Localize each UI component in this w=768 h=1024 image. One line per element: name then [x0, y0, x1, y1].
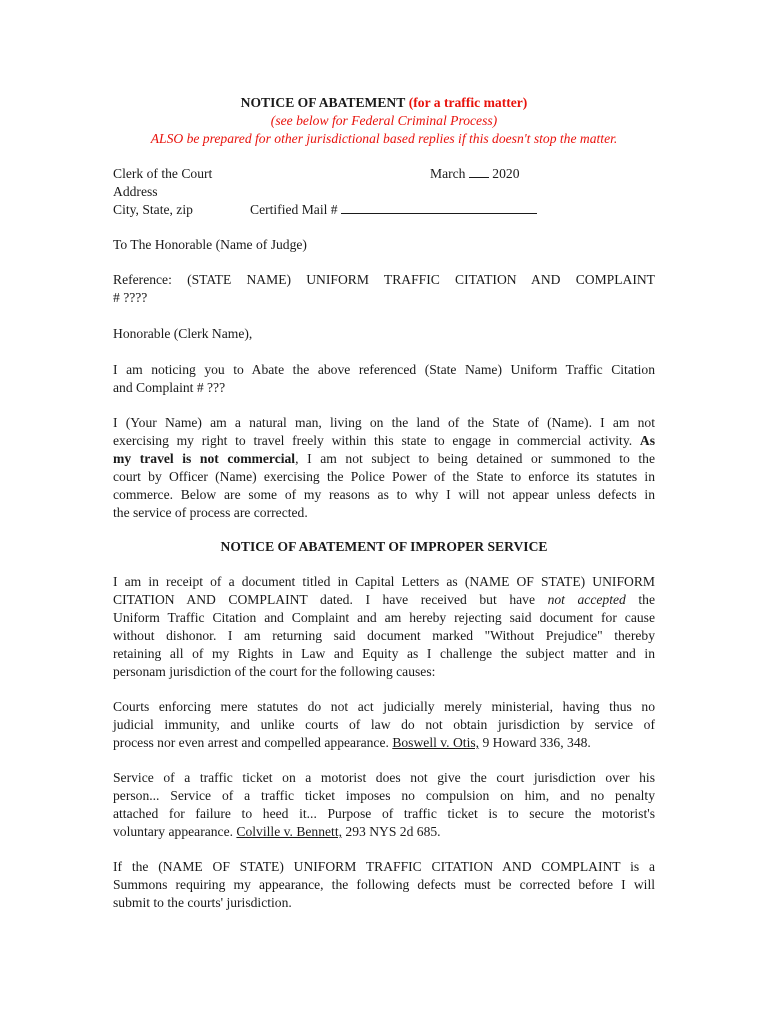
address-line-2: Address — [113, 184, 158, 199]
paragraph-line: without dishonor. I am returning said document marked "Without Prejudice" thereby — [113, 628, 655, 643]
paragraph-line: personam jurisdiction of the court for the following causes: — [113, 664, 436, 679]
document-subtitle: (see below for Federal Criminal Process) — [270, 113, 498, 128]
certified-mail-field — [250, 201, 537, 219]
line-text: the — [638, 592, 655, 607]
paragraph-summons — [113, 858, 655, 912]
salutation-clerk: Honorable (Clerk Name), — [113, 326, 253, 341]
paragraph-line — [113, 823, 655, 841]
paragraph-line: and Complaint # ??? — [113, 380, 226, 395]
paragraph-line: commerce. Below are some of my reasons as to why I will not appear unless defects in — [113, 487, 655, 502]
paragraph-colville — [113, 769, 655, 841]
date-day-blank — [469, 165, 489, 178]
document-title — [0, 94, 768, 112]
paragraph-line — [113, 591, 655, 609]
salutation-judge: To The Honorable (Name of Judge) — [113, 237, 307, 252]
paragraph-line: judicial immunity, and unlike courts of law do not obtain jurisdiction by service of — [113, 717, 655, 732]
paragraph-line: retaining all of my Rights in Law and Equity as I challenge the subject matter and in — [113, 646, 655, 661]
reference-block — [113, 271, 655, 307]
line-text: 9 Howard 336, 348. — [482, 735, 591, 750]
title-suffix: (for a traffic matter) — [408, 95, 528, 110]
line-text: exercising my right to travel freely within this state to engage in commercial activity. — [113, 433, 633, 448]
paragraph-line: submit to the courts' jurisdiction. — [113, 895, 292, 910]
paragraph-line: I am in receipt of a document titled in Capital Letters as (NAME OF STATE) UNIFORM — [113, 574, 655, 589]
paragraph-line — [113, 734, 655, 752]
section-heading: NOTICE OF ABATEMENT OF IMPROPER SERVICE — [220, 539, 548, 554]
italic-text: not accepted — [547, 592, 626, 607]
title-main: NOTICE OF ABATEMENT — [240, 95, 406, 110]
certified-mail-label: Certified Mail # — [250, 202, 338, 217]
line-text: CITATION AND COMPLAINT dated. I have received but have — [113, 592, 535, 607]
paragraph-line: person... Service of a traffic ticket imposes no compulsion on him, and no penalty — [113, 788, 655, 803]
reference-line-2: # ???? — [113, 290, 148, 305]
paragraph-line: I (Your Name) am a natural man, living on the land of the State of (Name). I am not — [113, 415, 655, 430]
paragraph-line: court by Officer (Name) exercising the Police Power of the State to enforce its statutes in — [113, 469, 655, 484]
paragraph-line: the service of process are corrected. — [113, 505, 308, 520]
certified-mail-blank — [341, 201, 537, 214]
line-text: voluntary appearance. — [113, 824, 234, 839]
paragraph-boswell — [113, 698, 655, 752]
paragraph-notice — [113, 361, 655, 397]
paragraph-receipt — [113, 573, 655, 681]
line-text: , I am not subject to being detained or summoned to the — [295, 451, 655, 466]
paragraph-line: attached for failure to heed it... Purpose of traffic ticket is to secure the motorist's — [113, 806, 655, 821]
paragraph-line: Courts enforcing mere statutes do not act judicially merely ministerial, having thus no — [113, 699, 655, 714]
date-month: March — [430, 166, 466, 181]
address-line-3: City, State, zip — [113, 202, 193, 217]
address-line-1: Clerk of the Court — [113, 166, 213, 181]
paragraph-line: Uniform Traffic Citation and Complaint and am hereby rejecting said document for cause — [113, 610, 655, 625]
date-year: 2020 — [492, 166, 520, 181]
paragraph-line: I am noticing you to Abate the above referenced (State Name) Uniform Traffic Citation — [113, 362, 655, 377]
paragraph-line: If the (NAME OF STATE) UNIFORM TRAFFIC CITATION AND COMPLAINT is a — [113, 859, 655, 874]
paragraph-natural-man — [113, 414, 655, 522]
reference-line-1: Reference: (STATE NAME) UNIFORM TRAFFIC CITATION AND COMPLAINT — [113, 272, 655, 287]
paragraph-line — [113, 432, 655, 450]
case-citation: Colville v. Bennett, — [236, 824, 343, 839]
bold-text: As — [639, 433, 655, 448]
line-text: 293 NYS 2d 685. — [345, 824, 441, 839]
document-warning: ALSO be prepared for other jurisdictional based replies if this doesn't stop the matter. — [150, 131, 618, 146]
line-text: process nor even arrest and compelled appearance. — [113, 735, 389, 750]
paragraph-line — [113, 450, 655, 468]
bold-text: my travel is not commercial — [113, 451, 296, 466]
paragraph-line: Service of a traffic ticket on a motorist does not give the court jurisdiction over his — [113, 770, 655, 785]
date-field — [430, 165, 519, 183]
paragraph-line: Summons requiring my appearance, the following defects must be corrected before I will — [113, 877, 655, 892]
case-citation: Boswell v. Otis, — [392, 735, 480, 750]
